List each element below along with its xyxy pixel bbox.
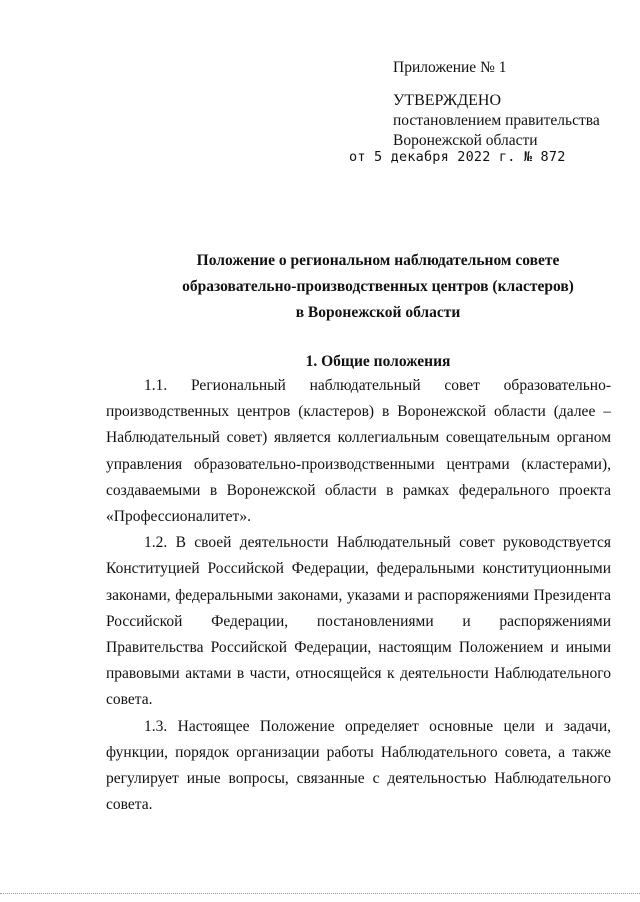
approval-header (393, 58, 633, 151)
approved-by-line-1: постановлением правительства (393, 112, 600, 129)
document-title (150, 248, 606, 326)
paragraph-1-3: 1.3. Настоящее Положение определяет основные цели и задачи, функции, порядок организации работы Наблюдательного совета, а также регулирует иные вопросы, связанные с деятельностью Наблюдательного совета. (106, 717, 611, 814)
approved-label: УТВЕРЖДЕНО (393, 92, 502, 109)
section-heading: 1. Общие положения (305, 353, 451, 370)
page-bottom-edge (0, 893, 640, 894)
approved-by-line-2: Воронежской области (393, 132, 538, 149)
document-title-line-1: Положение о региональном наблюдательном совете (196, 252, 560, 269)
document-title-line-3: в Воронежской области (295, 304, 461, 321)
document-title-line-2: образовательно-производственных центров (кластеров) (182, 278, 574, 295)
paragraph-1-1: 1.1. Региональный наблюдательный совет образовательно-производственных центров (кластеров) в Воронежской области (далее – Наблюдательный совет) является коллегиальным совещательным органом управления образовательно-производственными центрами (кластерами), создаваемыми в Воронежской области в рамках федерального проекта «Профессионалитет». (106, 377, 611, 526)
resolution-date-number: от 5 декабря 2022 г. № 872 (349, 149, 566, 165)
paragraph-1-2: 1.2. В своей деятельности Наблюдательный совет руководствуется Конституцией Российской Федерации, федеральными конституционными законами, федеральными законами, указами и распоряжениями Президента Российской Федерации, постановлениями и распоряжениями Правительства Российской Федерации, настоящим Положением и иными правовыми актами в части, относящейся к деятельности Наблюдательного совета. (106, 534, 611, 709)
appendix-label: Приложение № 1 (393, 59, 507, 76)
header-spacer (393, 78, 633, 90)
section-body (106, 373, 611, 818)
